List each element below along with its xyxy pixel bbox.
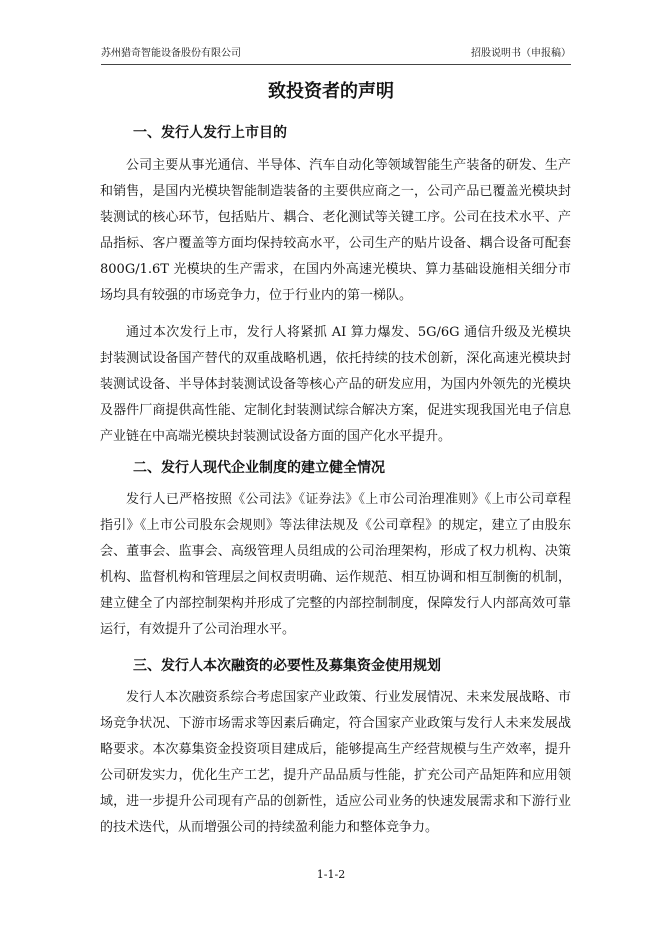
header-document-type: 招股说明书（申报稿） — [471, 48, 571, 59]
section-3-heading: 三、发行人本次融资的必要性及募集资金使用规划 — [133, 658, 441, 674]
section-3-paragraph-1: 发行人本次融资系综合考虑国家产业政策、行业发展情况、未来发展战略、市场竞争状况、下游市场需求等因素后确定，符合国家产业政策与发行人未来发展战略要求。本次募集资金投资项目建成后，能够提高生产经营规模与生产效率，提升公司研发实力，优化生产工艺，提升产品品质与性能，扩充公司产品矩阵和应用领域，进一步提升公司现有产品的创新性，适应公司业务的快速发展需求和下游行业的技术迭代，从而增强公司的持续盈利能力和整体竞争力。 — [100, 690, 571, 835]
page-title: 致投资者的声明 — [268, 81, 394, 102]
page-header — [101, 44, 571, 65]
header-company-name: 苏州猎奇智能设备股份有限公司 — [101, 48, 241, 59]
section-2-paragraph-1: 发行人已严格按照《公司法》《证券法》《上市公司治理准则》《上市公司章程指引》《上市公司股东会规则》等法律法规及《公司章程》的规定，建立了由股东会、董事会、监事会、高级管理人员组成的公司治理架构，形成了权力机构、决策机构、监督机构和管理层之间权责明确、运作规范、相互协调和相互制衡的机制，建立健全了内部控制架构并形成了完整的内部控制制度，保障发行人内部高效可靠运行，有效提升了公司治理水平。 — [100, 492, 571, 637]
section-1-paragraph-2: 通过本次发行上市，发行人将紧抓 AI 算力爆发、5G/6G 通信升级及光模块封装测试设备国产替代的双重战略机遇，依托持续的技术创新，深化高速光模块封装测试设备、半导体封装测试设备等核心产品的研发应用，为国内外领先的光模块及器件厂商提供高性能、定制化封装测试综合解决方案，促进实现我国光电子信息产业链在中高端光模块封装测试设备方面的国产化水平提升。 — [100, 325, 571, 444]
section-1-paragraph-1: 公司主要从事光通信、半导体、汽车自动化等领域智能生产装备的研发、生产和销售，是国内光模块智能制造装备的主要供应商之一，公司产品已覆盖光模块封装测试的核心环节，包括贴片、耦合、老化测试等关键工序。公司在技术水平、产品指标、客户覆盖等方面均保持较高水平，公司生产的贴片设备、耦合设备可配套 800G/1.6T 光模块的生产需求，在国内外高速光模块、算力基础设施相关细分市场均具有较强的市场竞争力，位于行业内的第一梯队。 — [100, 158, 571, 303]
section-1-heading: 一、发行人发行上市目的 — [133, 125, 287, 141]
section-2-heading: 二、发行人现代企业制度的建立健全情况 — [133, 460, 385, 476]
page-number: 1-1-2 — [316, 868, 346, 881]
